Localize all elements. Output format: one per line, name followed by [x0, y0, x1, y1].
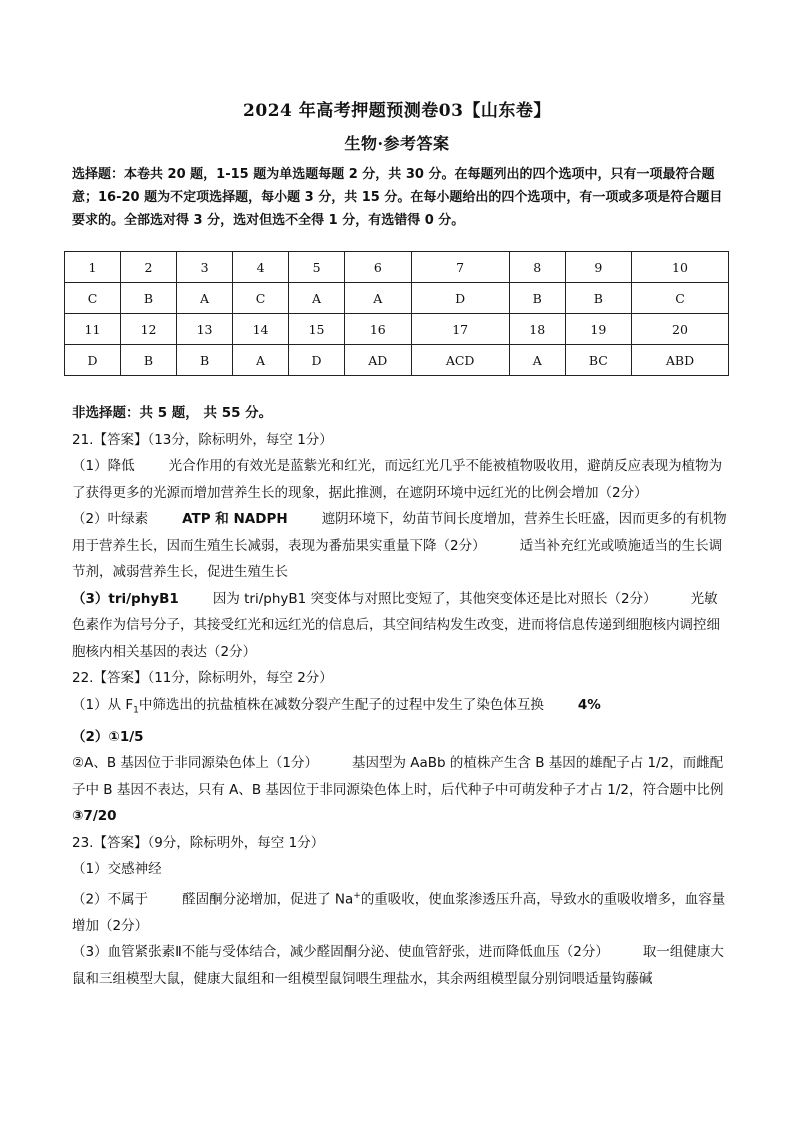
question-number-cell: 19: [565, 314, 631, 345]
q21-part3: （3）tri/phyB1 因为 tri/phyB1 突变体与对照比变短了，其他突变体还是比对照长（2分） 光敏色素作为信号分子，其接受红光和远红光的信息后，其空间结构发生改变，进而将信息传递到细胞核内调控细胞核内相关基因的表达（2分）: [72, 590, 720, 660]
answer-cell: B: [565, 283, 631, 314]
q21-heading: 21.【答案】（13分，除标明外，每空 1分）: [72, 431, 333, 448]
answer-cell: C: [233, 283, 289, 314]
answer-row: [65, 283, 729, 314]
question-number-cell: 12: [121, 314, 177, 345]
answer-cell: A: [509, 345, 565, 376]
answer-cell: A: [177, 283, 233, 314]
q21-part1: （1）降低 光合作用的有效光是蓝紫光和红光，而远红光几乎不能被植物吸收用，避荫反应表现为植物为了获得更多的光源而增加营养生长的现象，据此推测，在遮阴环境中远红光的比例会增加（2分）: [72, 458, 723, 501]
q22-heading: 22.【答案】（11分，除标明外，每空 2分）: [72, 670, 333, 686]
q22-part1: （1）从 $F_1$中筛选出的抗盐植株在减数分裂产生配子的过程中发生了染色体互换 4%: [72, 696, 601, 716]
nonchoice-heading: 非选择题：共 5 题， 共 55 分。: [72, 405, 273, 421]
answer-cell: A: [345, 283, 411, 314]
question-number-cell: 5: [289, 252, 345, 283]
answer-cell: D: [411, 283, 509, 314]
q22-part3: ②A、B 基因位于非同源染色体上（1分） 基因型为 AaBb 的植株产生含 B 基因的雄配子占 1/2，而雌配子中 B 基因不表达，只有 A、B 基因位于非同源染色体上时，后代种子中可萌发种子才占 1/2，符合题中比例: [72, 755, 724, 798]
answer-cell: BC: [565, 345, 631, 376]
q21-part2: （2）叶绿素 ATP 和 NADPH 遮阴环境下，幼苗节间长度增加，营养生长旺盛，因而更多的有机物用于营养生长，因而生殖生长减弱，表现为番茄果实重量下降（2分） 适当补充红光或喷施适当的生长调节剂，减弱营养生长，促进生殖生长: [72, 511, 727, 580]
question-number-cell: 8: [509, 252, 565, 283]
answer-cell: B: [509, 283, 565, 314]
question-number-row: [65, 252, 729, 283]
answer-cell: ACD: [411, 345, 509, 376]
question-number-cell: 9: [565, 252, 631, 283]
q22-part4: ③7/20: [72, 808, 117, 825]
question-number-cell: 2: [121, 252, 177, 283]
q23-part1: （1）交感神经: [72, 861, 162, 878]
page-subtitle: 生物·参考答案: [344, 134, 450, 153]
answer-row: [65, 345, 729, 376]
answer-body: [72, 400, 728, 992]
answer-cell: A: [289, 283, 345, 314]
question-number-row: [65, 314, 729, 345]
answer-cell: C: [631, 283, 728, 314]
question-number-cell: 20: [631, 314, 728, 345]
answer-cell: C: [65, 283, 121, 314]
question-number-cell: 13: [177, 314, 233, 345]
answer-cell: ABD: [631, 345, 728, 376]
page-title: 2024 年高考押题预测卷03【山东卷】: [243, 101, 551, 121]
q23-part2: （2）不属于 醛固酮分泌增加，促进了 Na+的重吸收，使血浆渗透压升高，导致水的重吸收增多，血容量增加（2分）: [72, 890, 726, 934]
answer-cell: B: [121, 345, 177, 376]
question-number-cell: 6: [345, 252, 411, 283]
answer-cell: AD: [345, 345, 411, 376]
answer-table: [64, 251, 729, 376]
question-number-cell: 14: [233, 314, 289, 345]
question-number-cell: 4: [233, 252, 289, 283]
instructions-text: 选择题：本卷共 20 题，1-15 题为单选题每题 2 分，共 30 分。在每题列出的四个选项中，只有一项最符合题意；16-20 题为不定项选择题，每小题 3 分，共 15 分。在每小题给出的四个选项中，有一项或多项是符合题目要求的。全部选对得 3 分，选对但选不全得 1 分，有选错得 0 分。: [72, 167, 723, 228]
q22-part2: （2）①1/5: [72, 728, 144, 745]
question-number-cell: 17: [411, 314, 509, 345]
answer-cell: B: [121, 283, 177, 314]
q23-heading: 23.【答案】（9分，除标明外，每空 1分）: [72, 834, 325, 851]
question-number-cell: 1: [65, 252, 121, 283]
answer-cell: D: [289, 345, 345, 376]
question-number-cell: 3: [177, 252, 233, 283]
question-number-cell: 16: [345, 314, 411, 345]
question-number-cell: 18: [509, 314, 565, 345]
answer-cell: B: [177, 345, 233, 376]
question-number-cell: 10: [631, 252, 728, 283]
question-number-cell: 11: [65, 314, 121, 345]
question-number-cell: 15: [289, 314, 345, 345]
answer-cell: D: [65, 345, 121, 376]
q23-part3: （3）血管紧张素Ⅱ不能与受体结合，减少醛固酮分泌、使血管舒张，进而降低血压（2分） 取一组健康大鼠和三组模型大鼠，健康大鼠组和一组模型鼠饲喂生理盐水，其余两组模型鼠分别饲喂适量钩藤碱: [72, 944, 724, 987]
question-number-cell: 7: [411, 252, 509, 283]
answer-cell: A: [233, 345, 289, 376]
